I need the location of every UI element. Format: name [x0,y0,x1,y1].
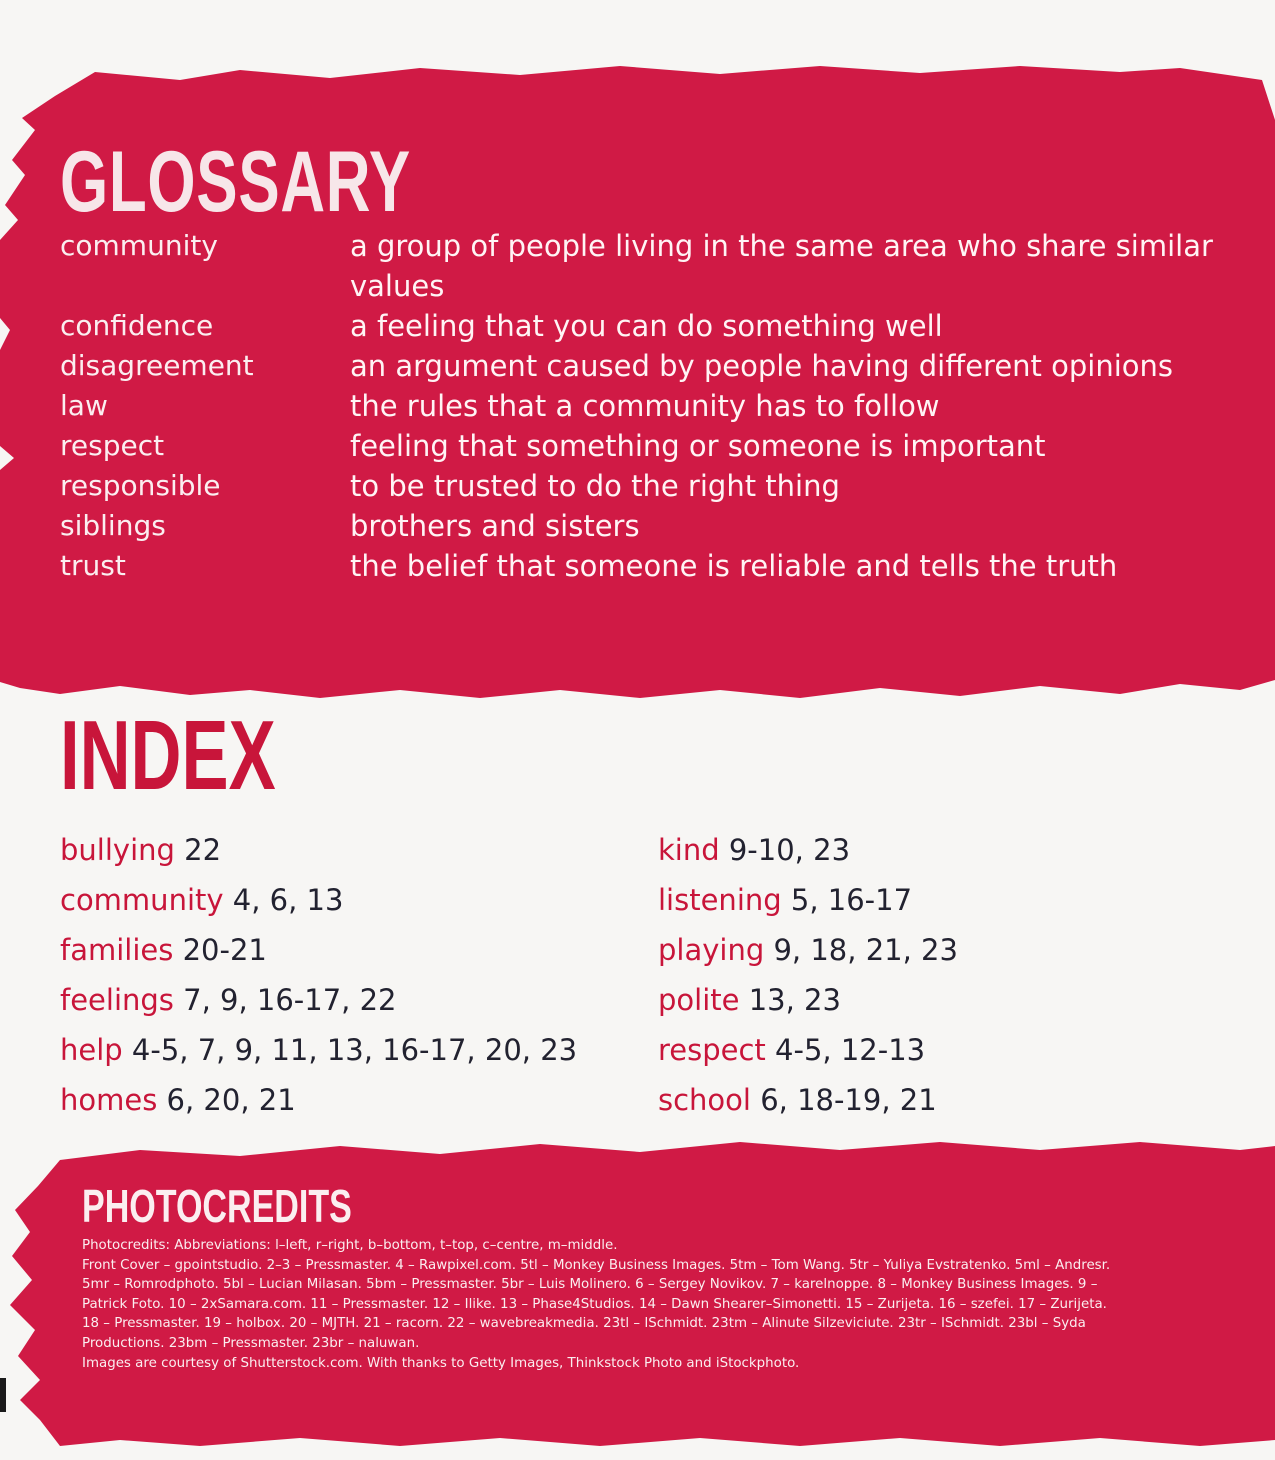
glossary-entry [60,466,1260,506]
index-term: bullying [60,833,175,867]
index-entry [658,825,1258,875]
index-pages: 6, 20, 21 [166,1083,296,1117]
index-term: listening [658,883,782,917]
glossary-entry [60,226,1260,306]
glossary-entry [60,346,1260,386]
glossary-term: respect [60,429,165,462]
index-entry [658,1025,1258,1075]
index-pages: 9, 18, 21, 23 [773,933,958,967]
glossary-definition: to be trusted to do the right thing [350,469,840,503]
glossary-definition: a feeling that you can do something well [350,309,943,343]
glossary-definition: feeling that something or someone is important [350,429,1046,463]
credits-line: Patrick Foto. 10 – 2xSamara.com. 11 – Pressmaster. 12 – Ilike. 13 – Phase4Studios. 14 – Dawn Shearer–Simonetti. 15 – Zurijeta. 16 – szefei. 17 – Zurijeta. [82,1296,1107,1312]
index-entry [658,875,1258,925]
glossary-term: trust [60,549,126,582]
credits-line: Front Cover – gpointstudio. 2–3 – Pressmaster. 4 – Rawpixel.com. 5tl – Monkey Business Images. 5tm – Tom Wang. 5tr – Yuliya Evstratenko. 5ml – Andresr. [82,1257,1111,1273]
index-entry [658,975,1258,1025]
index-term: kind [658,833,720,867]
glossary-list [60,226,1260,586]
index-entry [60,925,660,975]
index-term: feelings [60,983,174,1017]
glossary-term: confidence [60,309,214,342]
credits-line: Images are courtesy of Shutterstock.com. With thanks to Getty Images, Thinkstock Photo and iStockphoto. [82,1355,800,1371]
credits-line: 5mr – Romrodphoto. 5bl – Lucian Milasan. 5bm – Pressmaster. 5br – Luis Molinero. 6 – Sergey Novikov. 7 – karelnoppe. 8 – Monkey Business Images. 9 – [82,1277,1098,1293]
index-pages: 4-5, 12-13 [775,1033,926,1067]
glossary-entry [60,506,1260,546]
glossary-definition: a group of people living in the same area who share similar values [350,229,1213,303]
index-column-right [658,825,1258,1125]
index-term: school [658,1083,751,1117]
index-term: playing [658,933,765,967]
index-column-left [60,825,660,1125]
glossary-entry [60,546,1260,586]
index-pages: 6, 18-19, 21 [760,1083,937,1117]
credits-line: 18 – Pressmaster. 19 – holbox. 20 – MJTH. 21 – racorn. 22 – wavebreakmedia. 23tl – ISchmidt. 23tm – Alinute Silzeviciute. 23tr – ISchmidt. 23bl – Syda [82,1316,1086,1332]
index-entry [60,1075,660,1125]
index-pages: 13, 23 [748,983,841,1017]
index-term: help [60,1033,123,1067]
index-entry [60,975,660,1025]
index-term: homes [60,1083,158,1117]
photo-credits-text [82,1236,1262,1373]
glossary-entry [60,426,1260,466]
glossary-definition: brothers and sisters [350,509,640,543]
photo-credits-heading: PHOTOCREDITS [82,1180,352,1232]
glossary-term: siblings [60,509,166,542]
index-pages: 9-10, 23 [728,833,851,867]
index-entry [658,925,1258,975]
glossary-term: responsible [60,469,221,502]
index-pages: 22 [184,833,222,867]
index-term: families [60,933,174,967]
glossary-entry [60,386,1260,426]
index-entry [658,1075,1258,1125]
index-pages: 4-5, 7, 9, 11, 13, 16-17, 20, 23 [131,1033,578,1067]
glossary-term: community [60,229,218,262]
index-term: community [60,883,224,917]
glossary-definition: the rules that a community has to follow [350,389,940,423]
index-pages: 5, 16-17 [790,883,913,917]
index-term: polite [658,983,740,1017]
index-entry [60,1025,660,1075]
index-pages: 4, 6, 13 [232,883,344,917]
index-pages: 20-21 [182,933,267,967]
glossary-definition: the belief that someone is reliable and tells the truth [350,549,1118,583]
page-edge-mark [0,1378,6,1412]
credits-line: Productions. 23bm – Pressmaster. 23br – naluwan. [82,1335,420,1351]
glossary-heading: GLOSSARY [60,134,411,230]
index-pages: 7, 9, 16-17, 22 [183,983,397,1017]
credits-line: Photocredits: Abbreviations: l–left, r–right, b–bottom, t–top, c–centre, m–middle. [82,1238,618,1253]
index-entry [60,825,660,875]
glossary-entry [60,306,1260,346]
glossary-term: disagreement [60,349,254,382]
glossary-term: law [60,389,108,422]
index-entry [60,875,660,925]
index-heading: INDEX [60,700,276,810]
glossary-definition: an argument caused by people having different opinions [350,349,1174,383]
index-term: respect [658,1033,766,1067]
